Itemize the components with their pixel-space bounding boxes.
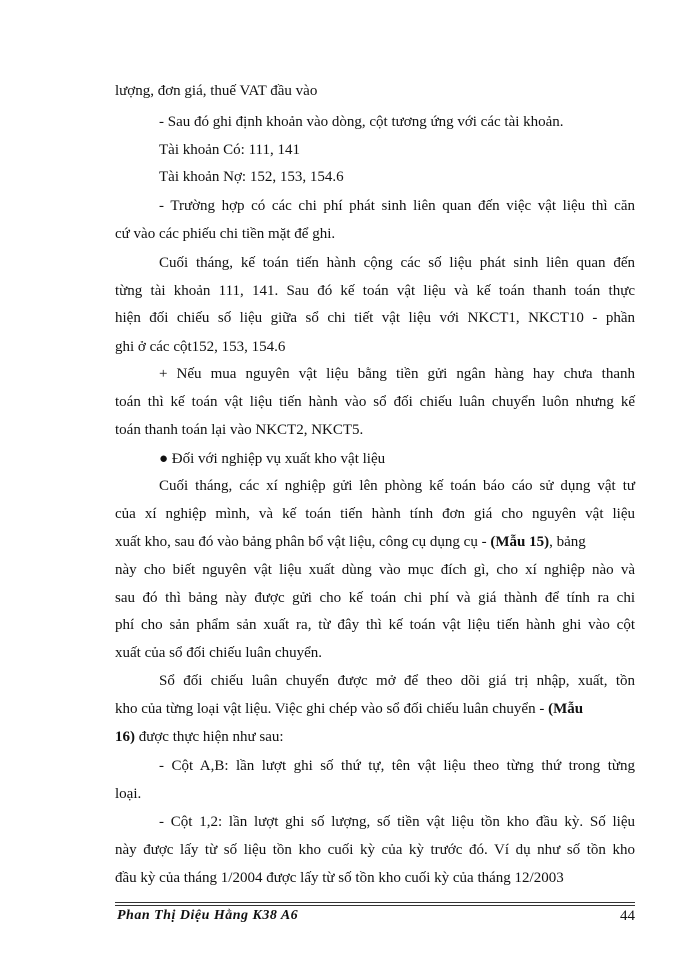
text-line: xuất kho, sau đó vào bảng phân bổ vật liệu, công cụ dụng cụ - (Mẫu 15), bảng (115, 534, 586, 550)
text-line: 16) được thực hiện như sau: (115, 729, 284, 745)
text-line: Cuối tháng, các xí nghiệp gửi lên phòng kế toán báo cáo sử dụng vật tư (159, 478, 635, 494)
text-line: của xí nghiệp mình, và kế toán tiến hành tính đơn giá cho nguyên vật liệu (115, 506, 635, 522)
text-line: đầu kỳ của tháng 1/2004 được lấy từ số tồn kho cuối kỳ của tháng 12/2003 (115, 870, 564, 886)
text-line: sau đó thì bảng này được gửi cho kế toán chi phí và giá thành để tính ra chi (115, 590, 635, 606)
form-reference: 16) (115, 729, 135, 745)
text-line: kho của từng loại vật liệu. Việc ghi chép vào sổ đối chiếu luân chuyển - (Mẫu (115, 701, 584, 717)
text-line: + Nếu mua nguyên vật liệu bằng tiền gửi ngân hàng hay chưa thanh (159, 366, 635, 382)
page-number: 44 (620, 908, 635, 924)
form-reference: (Mẫu 15) (490, 534, 550, 550)
footer-divider (115, 905, 635, 906)
text-line: ghi ở các cột152, 153, 154.6 (115, 339, 286, 355)
footer-author: Phan Thị Diệu Hằng K38 A6 (117, 908, 299, 923)
text-line: này được lấy từ số liệu tồn kho cuối kỳ của kỳ trước đó. Ví dụ như số tồn kho (115, 842, 635, 858)
text-line: lượng, đơn giá, thuế VAT đầu vào (115, 83, 318, 99)
footer-divider (115, 902, 635, 903)
text-line: - Cột 1,2: lần lượt ghi số lượng, số tiền vật liệu tồn kho đầu kỳ. Số liệu (159, 814, 635, 830)
text-line: loại. (115, 786, 142, 802)
text-line: hiện đối chiếu số liệu giữa sổ chi tiết vật liệu với NKCT1, NKCT10 - phần (115, 310, 635, 326)
text-line: toán thì kế toán vật liệu tiến hành vào sổ đối chiếu luân chuyển luôn nhưng kế (115, 394, 635, 410)
text-line: - Trường hợp có các chi phí phát sinh liên quan đến việc vật liệu thì căn (159, 198, 635, 214)
text-line: xuất của sổ đối chiếu luân chuyển. (115, 645, 323, 661)
form-reference: (Mẫu (548, 701, 584, 717)
text-line: từng tài khoản 111, 141. Sau đó kế toán vật liệu và kế toán thanh toán thực (115, 283, 635, 299)
text-line: cứ vào các phiếu chi tiền mặt để ghi. (115, 226, 336, 242)
text-line: Cuối tháng, kế toán tiến hành cộng các số liệu phát sinh liên quan đến (159, 255, 635, 271)
text-line: Tài khoản Nợ: 152, 153, 154.6 (159, 169, 344, 185)
text-line: phí cho sản phẩm sản xuất ra, từ đây thì kế toán vật liệu tiến hành ghi vào cột (115, 617, 635, 633)
text-line: này cho biết nguyên vật liệu xuất dùng vào mục đích gì, cho xí nghiệp nào và (115, 562, 635, 578)
text-line: - Cột A,B: lần lượt ghi số thứ tự, tên vật liệu theo từng thứ trong từng (159, 758, 635, 774)
text-line: - Sau đó ghi định khoản vào dòng, cột tương ứng với các tài khoản. (159, 114, 564, 130)
text-line: Sổ đối chiếu luân chuyển được mở để theo dõi giá trị nhập, xuất, tồn (159, 673, 635, 689)
section-heading: ● Đối với nghiệp vụ xuất kho vật liệu (159, 451, 386, 467)
text-line: toán thanh toán lại vào NKCT2, NKCT5. (115, 422, 364, 438)
text-line: Tài khoản Có: 111, 141 (159, 142, 300, 158)
